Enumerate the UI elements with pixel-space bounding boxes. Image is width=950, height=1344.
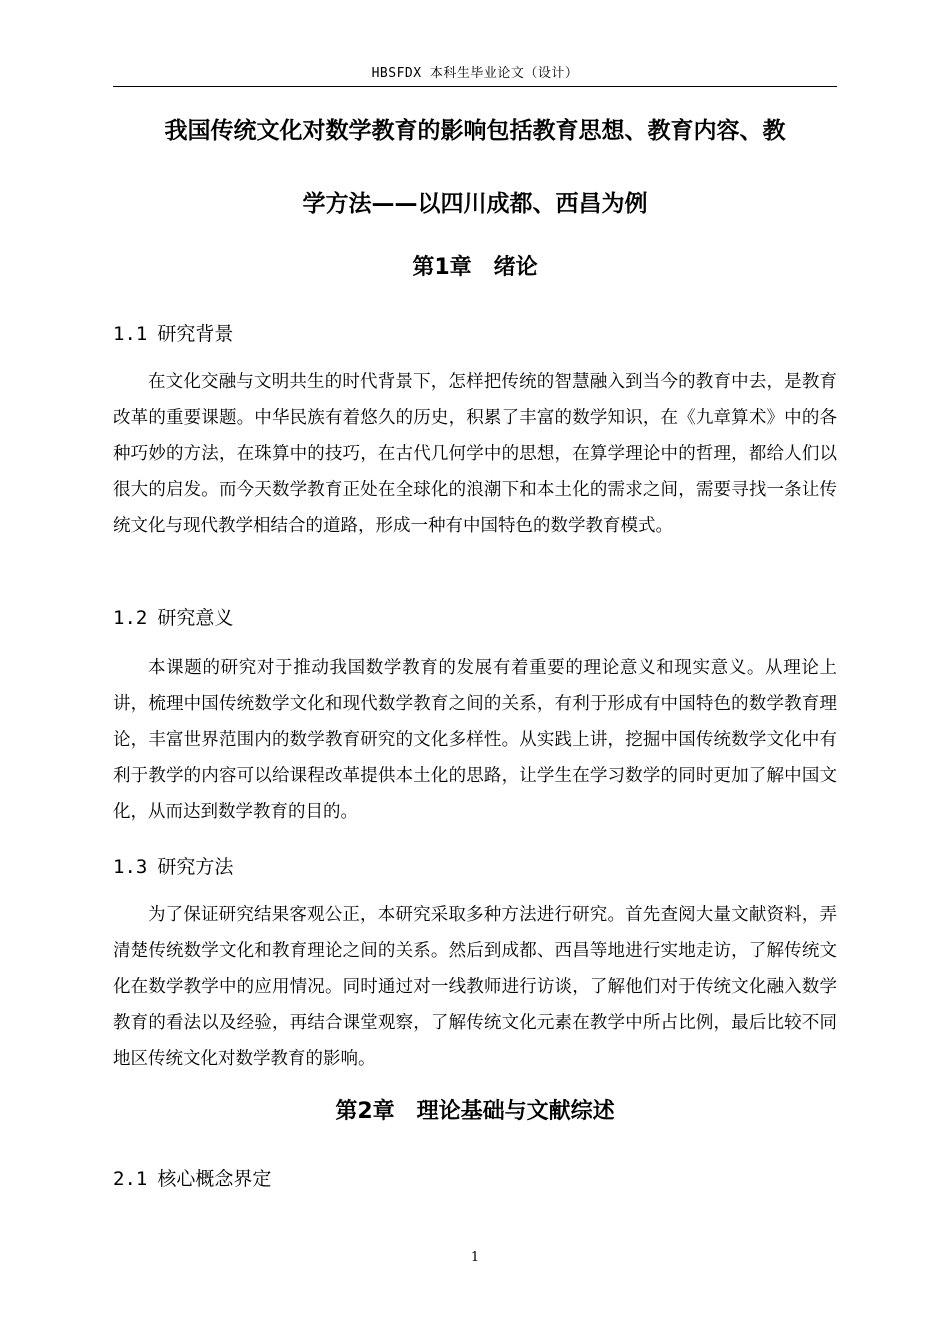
chapter-1-heading: 第1章 绪论 [412, 255, 538, 280]
section-title: 研究背景 [157, 323, 234, 345]
section-1-3-paragraph: 为了保证研究结果客观公正，本研究采取多种方法进行研究。首先查阅大量文献资料，弄清楚传统数学文化和教育理论之间的关系。然后到成都、西昌等地进行实地走访，了解传统文化在数学教学中的应用情况。同时通过对一线教师进行访谈，了解他们对于传统文化融入数学教育的看法以及经验，再结合课堂观察，了解传统文化元素在教学中所占比例，最后比较不同地区传统文化对数学教育的影响。 [113, 905, 837, 1069]
section-number: 1.3 [113, 856, 148, 878]
section-number: 1.1 [113, 323, 148, 345]
document-title-line-2: 学方法——以四川成都、西昌为例 [302, 191, 648, 217]
section-number: 2.1 [113, 1168, 148, 1190]
section-title: 研究方法 [157, 856, 234, 878]
header-rule [113, 86, 837, 87]
page-header: HBSFDX 本科生毕业论文（设计） [371, 66, 579, 81]
page-number: 1 [470, 1250, 480, 1265]
section-title: 核心概念界定 [157, 1168, 272, 1190]
section-title: 研究意义 [157, 607, 234, 629]
section-1-2-heading [113, 605, 837, 631]
section-1-3-heading [113, 854, 837, 880]
section-1-2-paragraph: 本课题的研究对于推动我国数学教育的发展有着重要的理论意义和现实意义。从理论上讲，梳理中国传统数学文化和现代数学教育之间的关系，有利于形成有中国特色的数学教育理论，丰富世界范围内的数学教育研究的文化多样性。从实践上讲，挖掘中国传统数学文化中有利于教学的内容可以给课程改革提供本土化的思路，让学生在学习数学的同时更加了解中国文化，从而达到数学教育的目的。 [113, 658, 837, 822]
section-2-1-heading [113, 1166, 837, 1192]
document-title-line-1: 我国传统文化对数学教育的影响包括教育思想、教育内容、教 [164, 118, 786, 144]
section-number: 1.2 [113, 607, 148, 629]
section-1-1-paragraph: 在文化交融与文明共生的时代背景下，怎样把传统的智慧融入到当今的教育中去，是教育改革的重要课题。中华民族有着悠久的历史，积累了丰富的数学知识，在《九章算术》中的各种巧妙的方法，在珠算中的技巧，在古代几何学中的思想，在算学理论中的哲理，都给人们以很大的启发。而今天数学教育正处在全球化的浪潮下和本土化的需求之间，需要寻找一条让传统文化与现代教学相结合的道路，形成一种有中国特色的数学教育模式。 [113, 372, 837, 536]
section-1-1-heading [113, 321, 837, 347]
chapter-2-heading: 第2章 理论基础与文献综述 [335, 1099, 615, 1124]
